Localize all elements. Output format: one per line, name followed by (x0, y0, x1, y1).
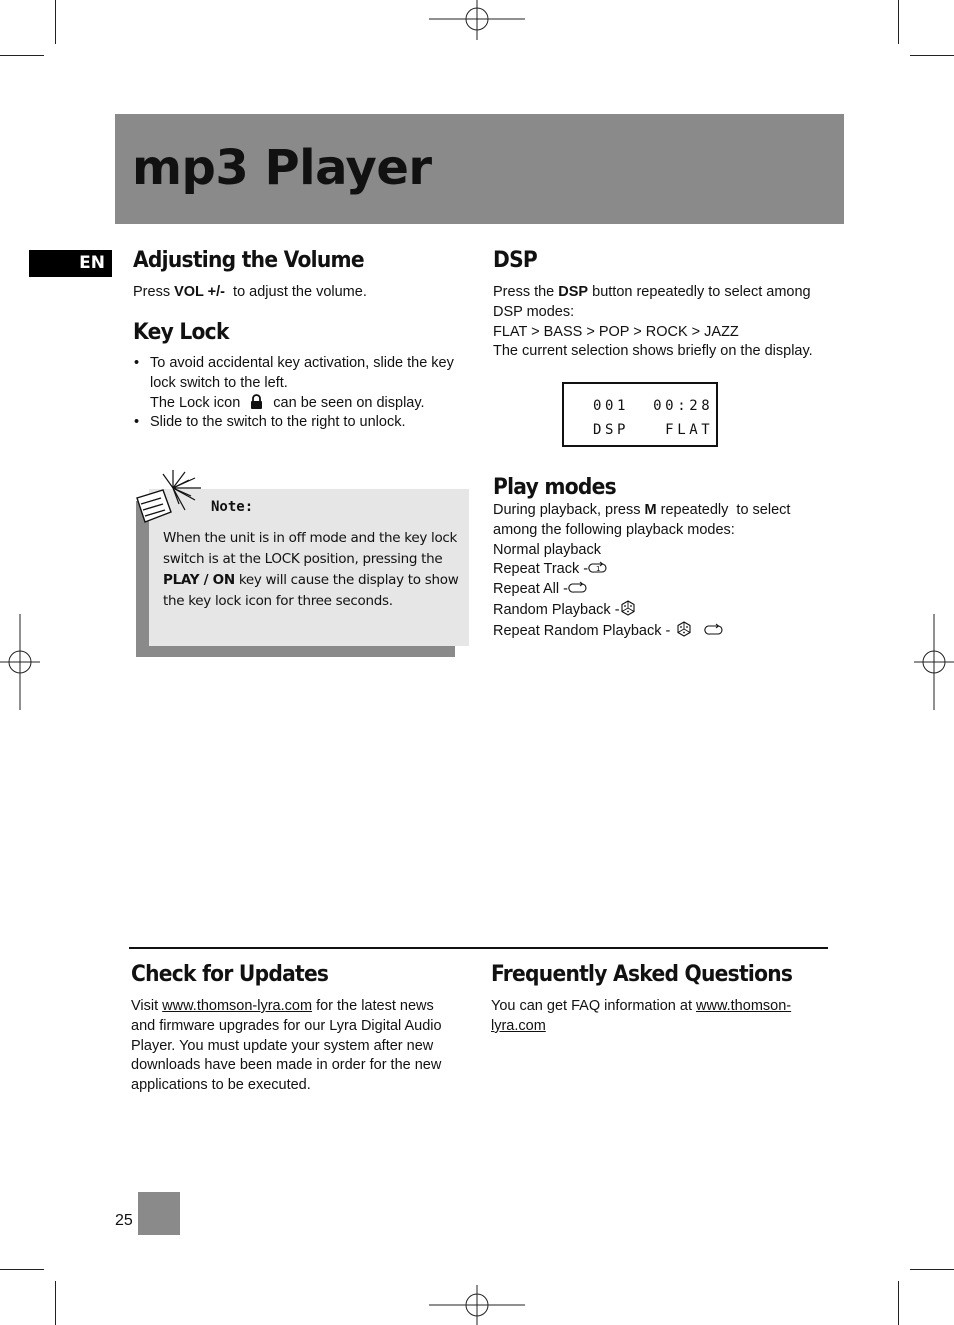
repeat-all-icon (704, 623, 724, 637)
registration-mark-icon (429, 0, 525, 40)
updates-text (131, 997, 481, 1096)
svg-text:1: 1 (596, 565, 601, 574)
updates-text-post: for the latest news (312, 998, 434, 1014)
volume-heading: Adjusting the Volume (133, 248, 364, 273)
dsp-text-pre: Press the (493, 284, 559, 300)
keylock-line: The Lock icon (150, 394, 241, 411)
keylock-line: lock switch to the left. (150, 374, 288, 391)
registration-mark-icon (0, 614, 40, 710)
note-text-post: key will cause the display to show the key lock icon for three seconds. (163, 572, 459, 609)
faq-link[interactable]: www.thomson- (696, 998, 792, 1014)
faq-link[interactable]: lyra.com (491, 1017, 546, 1034)
list-item (133, 354, 478, 413)
note-key: PLAY / ON (163, 572, 235, 588)
updates-line: and firmware upgrades for our Lyra Digital Audio (131, 1017, 442, 1034)
faq-text-pre: You can get FAQ information at (491, 998, 697, 1014)
playmodes-text-post: repeatedly to select (656, 502, 791, 518)
crop-mark (55, 0, 56, 44)
updates-line: Player. You must update your system after new (131, 1037, 434, 1054)
crop-mark (898, 0, 899, 44)
crop-mark (910, 55, 954, 56)
note-star-pencil-icon (133, 468, 209, 524)
dsp-key: DSP (558, 284, 589, 300)
repeat-one-icon (588, 561, 608, 575)
volume-text-post: to adjust the volume. (225, 284, 367, 300)
playmodes-text-pre: During playback, press (493, 502, 645, 518)
dsp-line: The current selection shows briefly on the display. (493, 343, 813, 360)
keylock-line: can be seen on display. (273, 394, 425, 411)
note-label: Note: (211, 499, 254, 515)
dsp-text (493, 283, 843, 362)
keylock-line: To avoid accidental key activation, slide the key (150, 355, 454, 371)
page-number: 25 (115, 1212, 133, 1229)
faq-heading: Frequently Asked Questions (491, 962, 793, 987)
crop-mark (910, 1269, 954, 1270)
note-text (163, 528, 463, 612)
note-text-pre: When the unit is in off mode and the key lock switch is at the LOCK position, pressing the (163, 530, 458, 567)
list-item (133, 413, 478, 433)
faq-text (491, 997, 831, 1037)
updates-text-pre: Visit (131, 998, 163, 1014)
updates-line: downloads have been made in order for the new (131, 1057, 442, 1074)
registration-mark-icon (429, 1285, 525, 1325)
mode-normal: Normal playback (493, 541, 601, 558)
keylock-list (133, 354, 478, 433)
updates-link[interactable]: www.thomson-lyra.com (162, 998, 313, 1014)
lcd-line-2: DSP FLAT (593, 422, 714, 438)
playmodes-line: among the following playback modes: (493, 521, 735, 538)
crop-mark (0, 1269, 44, 1270)
volume-text (133, 283, 367, 303)
page-number-box (138, 1192, 180, 1235)
crop-mark (0, 55, 44, 56)
dsp-modes: FLAT > BASS > POP > ROCK > JAZZ (493, 323, 739, 340)
playmodes-heading: Play modes (493, 475, 616, 500)
shuffle-icon (676, 621, 692, 637)
language-tab: EN (29, 250, 112, 277)
updates-line: applications to be executed. (131, 1077, 311, 1094)
section-divider (129, 947, 828, 949)
mode-repeat-random: Repeat Random Playback - (493, 622, 671, 639)
keylock-heading: Key Lock (133, 320, 229, 345)
keylock-line: Slide to the switch to the right to unlock. (150, 414, 406, 431)
crop-mark (898, 1281, 899, 1325)
updates-heading: Check for Updates (131, 962, 329, 987)
volume-text-pre: Press (133, 284, 175, 300)
dsp-text-post: button repeatedly to select among (588, 284, 811, 300)
playmodes-key: M (644, 502, 657, 518)
mode-repeat-track: Repeat Track - (493, 561, 589, 578)
volume-key: VOL +/- (174, 284, 225, 300)
lcd-line-1: 001 00:28 (593, 398, 714, 414)
dsp-line: DSP modes: (493, 303, 575, 320)
lock-icon (250, 394, 263, 409)
playmodes-text (493, 501, 843, 642)
dsp-heading: DSP (493, 248, 538, 273)
shuffle-icon (620, 600, 636, 616)
crop-mark (55, 1281, 56, 1325)
mode-repeat-all: Repeat All - (493, 581, 568, 598)
page-title: mp3 Player (132, 140, 432, 196)
registration-mark-icon (914, 614, 954, 710)
mode-random: Random Playback - (493, 601, 620, 618)
repeat-all-icon (568, 581, 588, 595)
lcd-display (562, 382, 718, 447)
